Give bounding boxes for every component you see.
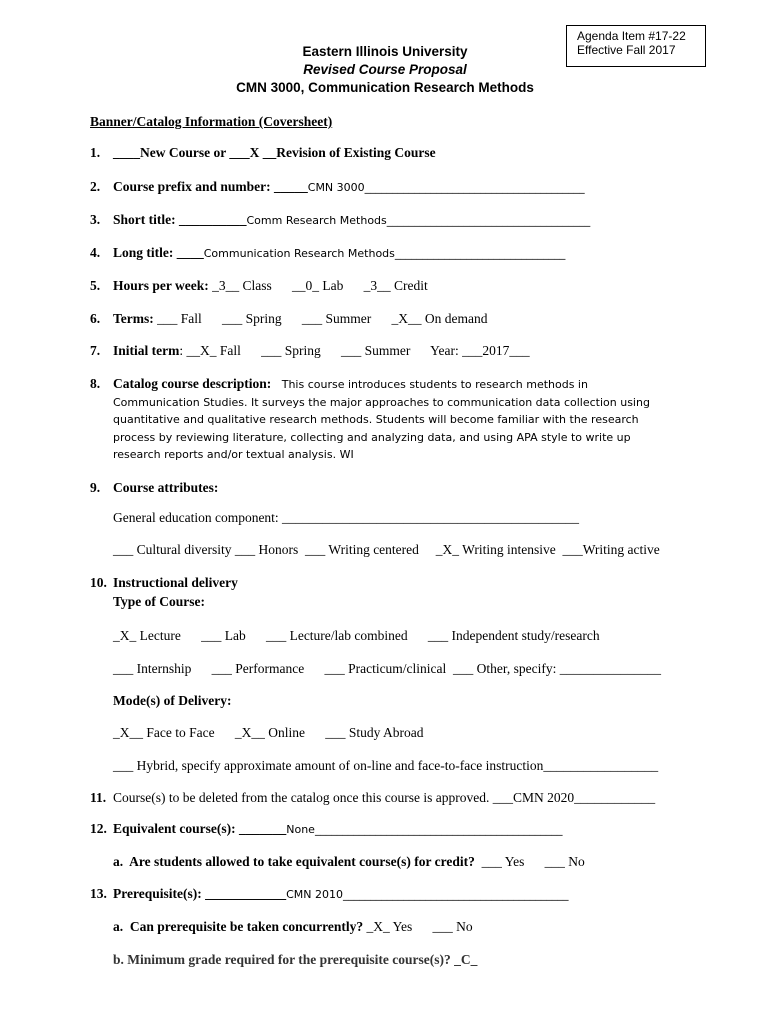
item-course-status: ____New Course or ___X __Revision of Existing Course — [113, 145, 436, 160]
course-attributes-label: Course attributes: — [113, 480, 219, 495]
delivery-mode-label: Mode(s) of Delivery: — [113, 693, 232, 708]
terms-label: Terms: — [113, 311, 154, 326]
item-number-5: 5. — [90, 278, 101, 293]
item-course-prefix — [113, 179, 585, 195]
gen-ed-component: General education component: ____________________________________________ — [113, 510, 580, 525]
equivalent-value: None_____________________________________________ — [286, 823, 563, 836]
equivalent-credit-options: ___ Yes ___ No — [474, 854, 585, 869]
course-type-row-1: _X_ Lecture ___ Lab ___ Lecture/lab combined ___ Independent study/research — [113, 628, 600, 643]
long-title-label: Long title: ____ — [113, 245, 204, 260]
prerequisite-concurrent-question — [113, 919, 473, 935]
item-hours — [113, 278, 428, 294]
university-name: Eastern Illinois University — [302, 44, 468, 59]
type-of-course-label: Type of Course: — [113, 594, 205, 609]
proposal-subtitle: Revised Course Proposal — [303, 62, 467, 77]
hours-label: Hours per week: — [113, 278, 209, 293]
section-heading: Banner/Catalog Information (Coversheet) — [90, 114, 333, 129]
hours-values: _3__ Class __0_ Lab _3__ Credit — [208, 278, 428, 293]
item-number-7: 7. — [90, 343, 101, 358]
terms-values: ___ Fall ___ Spring ___ Summer _X__ On demand — [153, 311, 488, 326]
attribute-options: ___ Cultural diversity ___ Honors ___ Writing centered _X_ Writing intensive ___Writing active — [113, 542, 660, 557]
item-number-3: 3. — [90, 212, 101, 227]
catalog-description-text: This course introduces students to research methods in Communication Studies. It surveys the major approaches to communication data collection using quantitative and qualitative research methods. Students will become familiar with the research process by reviewing literature, collecting and analyzing data, and using APA style to write up research reports and/or textual analysis. WI — [113, 378, 650, 461]
courses-deleted: Course(s) to be deleted from the catalog once this course is approved. ___CMN 2020____________ — [113, 790, 656, 805]
course-prefix-value: CMN 3000________________________________________ — [307, 181, 585, 194]
long-title-value: Communication Research Methods_______________________________ — [203, 247, 566, 260]
item-initial-term — [113, 343, 530, 359]
prerequisite-value: CMN 2010_________________________________________ — [286, 888, 569, 901]
item-number-12: 12. — [90, 821, 107, 836]
catalog-description-label: Catalog course description: — [113, 376, 272, 391]
course-heading: CMN 3000, Communication Research Methods — [236, 80, 534, 95]
concurrent-label: a. Can prerequisite be taken concurrently? — [113, 919, 364, 934]
item-short-title — [113, 212, 590, 228]
item-number-2: 2. — [90, 179, 101, 194]
item-number-6: 6. — [90, 311, 101, 326]
agenda-item-number: Agenda Item #17-22 — [577, 29, 686, 43]
equivalent-label: Equivalent course(s): _______ — [113, 821, 287, 836]
delivery-mode-options: _X__ Face to Face _X__ Online ___ Study Abroad — [113, 725, 424, 740]
item-number-9: 9. — [90, 480, 101, 495]
item-number-13: 13. — [90, 886, 107, 901]
item-number-8: 8. — [90, 376, 101, 391]
equivalent-credit-label: a. Are students allowed to take equivalent course(s) for credit? — [113, 854, 475, 869]
item-number-1: 1. — [90, 145, 101, 160]
item-long-title — [113, 245, 565, 261]
minimum-grade-question: b. Minimum grade required for the prerequisite course(s)? _C_ — [113, 952, 478, 967]
agenda-effective-date: Effective Fall 2017 — [577, 43, 676, 57]
item-number-4: 4. — [90, 245, 101, 260]
prerequisite-label: Prerequisite(s): ____________ — [113, 886, 287, 901]
catalog-description — [113, 375, 673, 464]
course-prefix-label: Course prefix and number: _____ — [113, 179, 308, 194]
item-terms — [113, 311, 488, 327]
short-title-value: Comm Research Methods_____________________________________ — [246, 214, 591, 227]
concurrent-options: _X_ Yes ___ No — [363, 919, 473, 934]
hybrid-option: ___ Hybrid, specify approximate amount of on-line and face-to-face instruction_________________ — [113, 758, 659, 773]
item-number-10: 10. — [90, 575, 107, 590]
item-prerequisites — [113, 886, 569, 902]
instructional-delivery-label: Instructional delivery — [113, 575, 238, 590]
initial-term-values: : __X_ Fall ___ Spring ___ Summer Year: ___2017___ — [179, 343, 530, 358]
initial-term-label: Initial term — [113, 343, 180, 358]
course-type-row-2: ___ Internship ___ Performance ___ Practicum/clinical ___ Other, specify: _______________ — [113, 661, 661, 676]
equivalent-credit-question — [113, 854, 585, 870]
item-equivalent-courses — [113, 821, 562, 837]
item-number-11: 11. — [90, 790, 107, 805]
short-title-label: Short title: __________ — [113, 212, 247, 227]
